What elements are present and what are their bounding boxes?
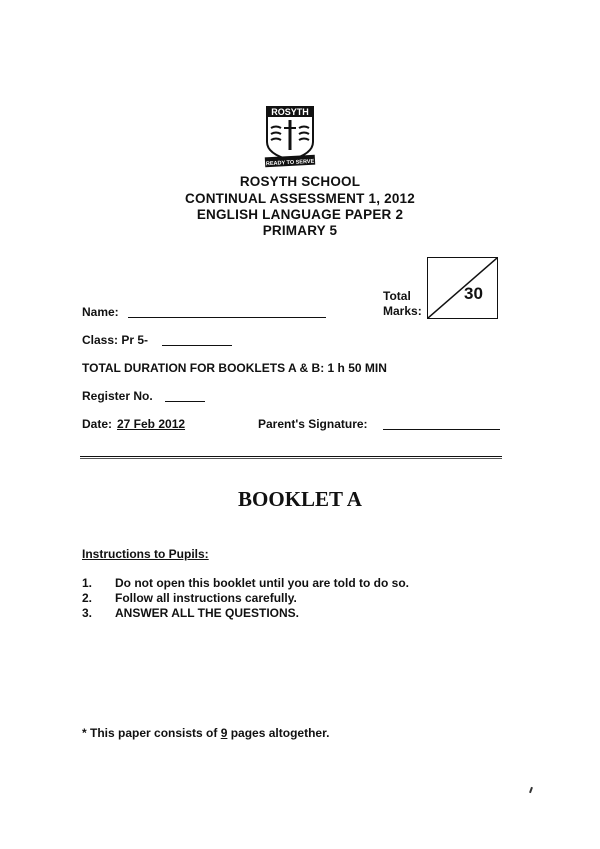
date-value: 27 Feb 2012 <box>117 417 186 431</box>
scan-mark <box>529 787 533 793</box>
svg-text:ROSYTH: ROSYTH <box>271 107 309 117</box>
instruction-item: 1. Do not open this booklet until you are told to do so. <box>82 576 409 590</box>
svg-text:READY TO SERVE: READY TO SERVE <box>265 158 315 168</box>
name-field[interactable] <box>128 317 326 318</box>
assessment-title: CONTINUAL ASSESSMENT 1, 2012 <box>185 191 415 206</box>
class-label: Class: Pr 5- <box>82 333 149 347</box>
level-title: PRIMARY 5 <box>262 223 338 238</box>
section-divider <box>80 456 502 459</box>
duration-text: TOTAL DURATION FOR BOOKLETS A & B: 1 h 50 MIN <box>82 361 387 375</box>
instruction-item: 3. ANSWER ALL THE QUESTIONS. <box>82 606 300 620</box>
total-marks-value: 30 <box>464 284 483 303</box>
total-marks-label-line1: Total <box>383 289 411 303</box>
register-field[interactable] <box>165 401 205 402</box>
date-label: Date: <box>82 417 113 431</box>
total-marks-label-line2: Marks: <box>383 304 422 318</box>
page-count-note: * This paper consists of 9 pages altogether. <box>82 726 330 740</box>
school-crest-logo <box>261 104 319 168</box>
name-label: Name: <box>82 305 119 319</box>
register-label: Register No. <box>82 389 153 403</box>
instructions-title: Instructions to Pupils: <box>82 547 209 561</box>
booklet-title: BOOKLET A <box>238 487 362 511</box>
parent-signature-label: Parent's Signature: <box>258 417 368 431</box>
school-name: ROSYTH SCHOOL <box>239 174 361 189</box>
total-marks-box <box>427 257 498 319</box>
page-count: 9 <box>220 726 228 740</box>
instruction-item: 2. Follow all instructions carefully. <box>82 591 297 605</box>
class-field[interactable] <box>162 345 232 346</box>
diagonal-divider <box>428 258 497 318</box>
instructions-list <box>82 576 409 621</box>
paper-title: ENGLISH LANGUAGE PAPER 2 <box>196 207 404 222</box>
parent-signature-field[interactable] <box>383 429 500 430</box>
